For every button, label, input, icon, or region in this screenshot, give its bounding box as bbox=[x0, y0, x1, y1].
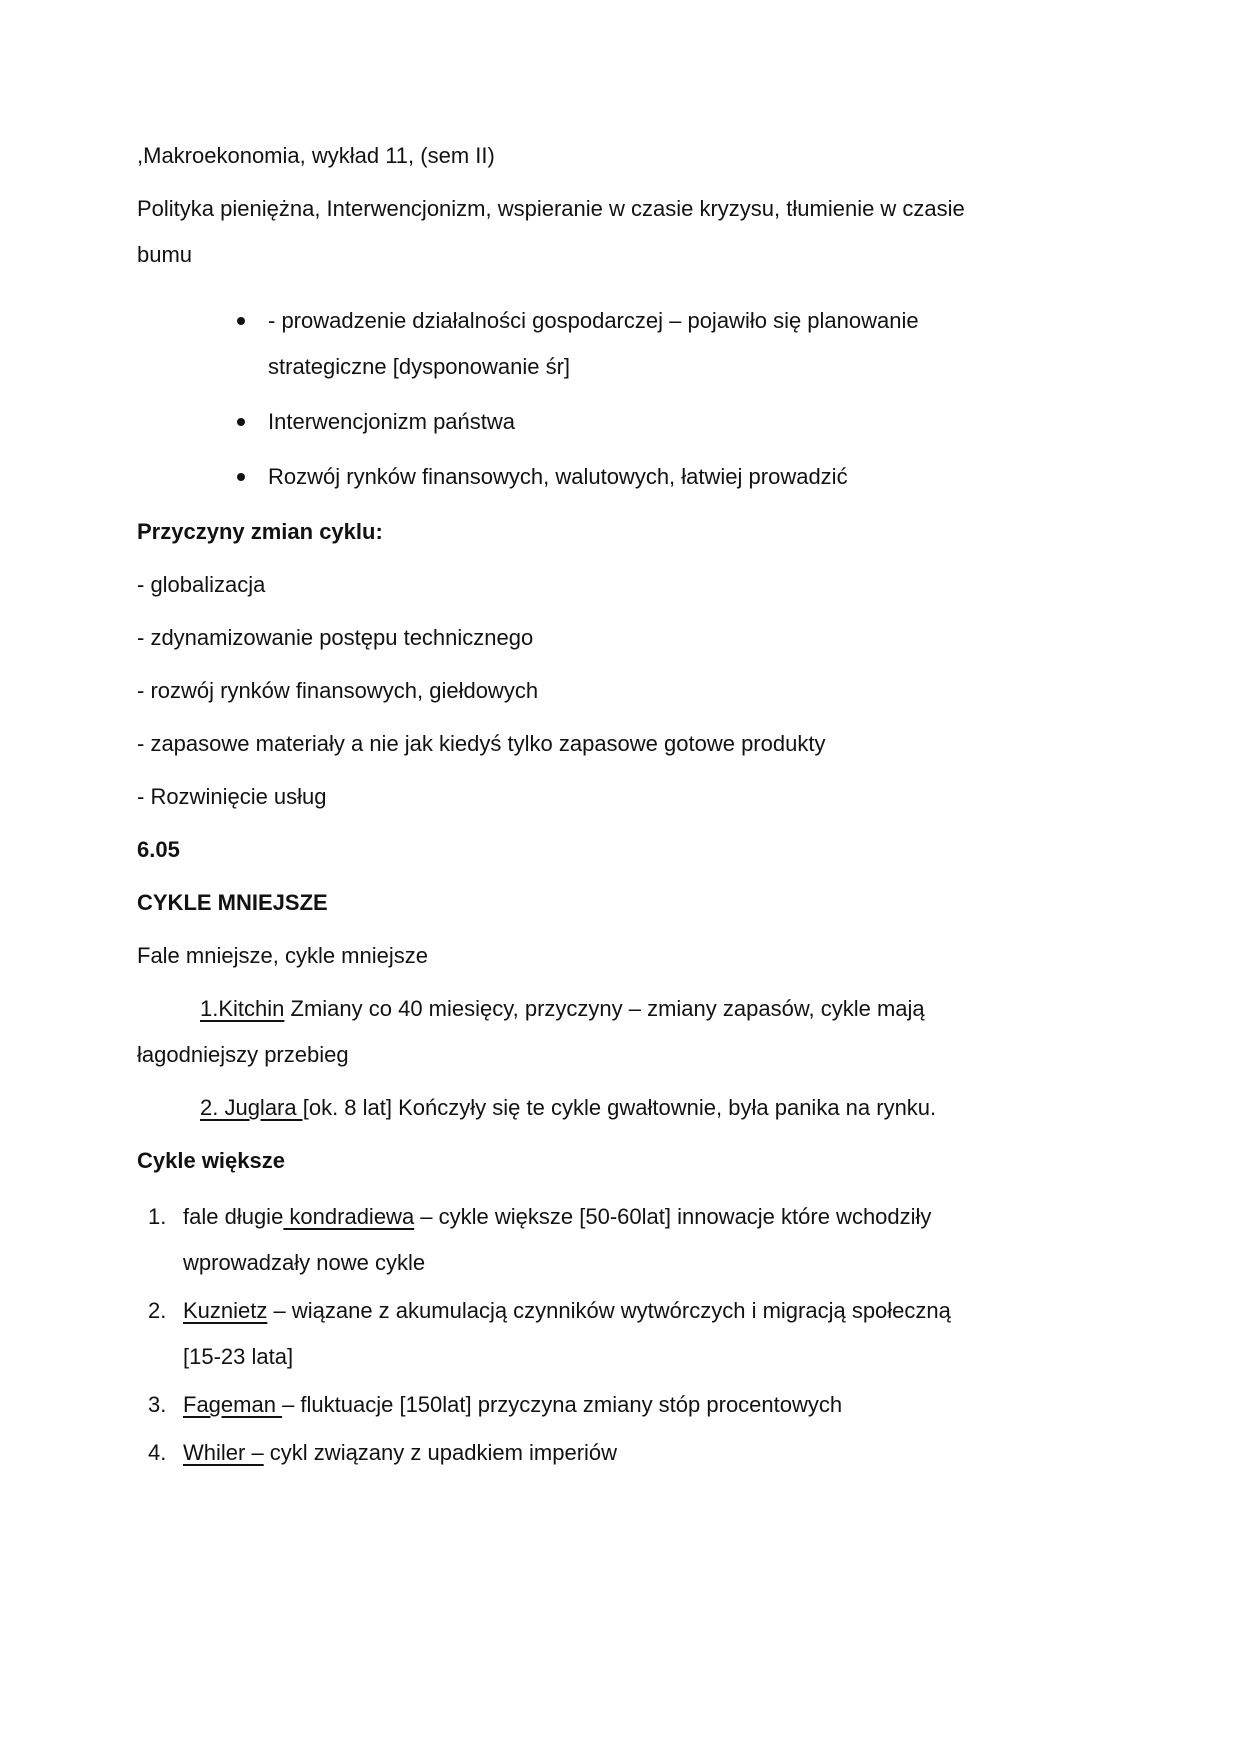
item2-rest: – wiązane z akumulacją czynników wytwórczych i migracją społeczną bbox=[267, 1298, 951, 1323]
numbered-text bbox=[183, 1204, 931, 1275]
cause-item: - Rozwinięcie usług bbox=[137, 784, 327, 809]
intro-line2: bumu bbox=[137, 242, 193, 267]
bullet-item-planning bbox=[137, 298, 1110, 390]
juglar-term: 2. Juglara [ bbox=[200, 1095, 309, 1120]
numbered-text bbox=[183, 1298, 951, 1369]
intro-paragraph bbox=[137, 186, 1110, 278]
bullet-icon bbox=[237, 317, 245, 325]
numbered-text bbox=[183, 1440, 617, 1465]
causes-heading: Przyczyny zmian cyklu: bbox=[137, 519, 383, 544]
bullet-text bbox=[268, 308, 919, 379]
cause-item: - zdynamizowanie postępu technicznego bbox=[137, 625, 534, 650]
cause-item: - rozwój rynków finansowych, giełdowych bbox=[137, 678, 539, 703]
kitchin-line2: łagodniejszy przebieg bbox=[137, 1042, 349, 1067]
item3-rest: – fluktuacje [150lat] przyczyna zmiany stóp procentowych bbox=[282, 1392, 843, 1417]
item1-rest: – cykle większe [50-60lat] innowacje które wchodziły bbox=[414, 1204, 932, 1229]
item4-rest: cykl związany z upadkiem imperiów bbox=[263, 1440, 618, 1465]
item2-term: Kuznietz bbox=[183, 1298, 268, 1323]
item4-term: Whiler – bbox=[183, 1440, 264, 1465]
bullet-icon bbox=[237, 418, 245, 426]
list-number: 4. bbox=[148, 1440, 167, 1465]
bullet-text: Rozwój rynków finansowych, walutowych, łatwiej prowadzić bbox=[268, 464, 848, 489]
kitchin-paragraph bbox=[137, 986, 1110, 1078]
cause-item: - zapasowe materiały a nie jak kiedyś tylko zapasowe gotowe produkty bbox=[137, 731, 826, 756]
kitchin-term: 1.Kitchin bbox=[200, 996, 285, 1021]
list-number: 2. bbox=[148, 1298, 167, 1323]
bullet-item-interventionism bbox=[137, 399, 1110, 445]
item1-line2: wprowadzały nowe cykle bbox=[183, 1250, 426, 1275]
list-number: 3. bbox=[148, 1392, 167, 1417]
numbered-item-whiler bbox=[137, 1430, 1110, 1476]
numbered-text bbox=[183, 1392, 842, 1417]
list-number: 1. bbox=[148, 1204, 167, 1229]
item2-line2: [15-23 lata] bbox=[183, 1344, 294, 1369]
date-label: 6.05 bbox=[137, 837, 180, 862]
cause-item: - globalizacja bbox=[137, 572, 266, 597]
numbered-list bbox=[137, 1194, 1110, 1476]
numbered-item-kondratiev bbox=[137, 1194, 1110, 1286]
item1-pre: fale długie bbox=[183, 1204, 284, 1229]
numbered-item-fageman bbox=[137, 1382, 1110, 1428]
juglar-rest: ok. 8 lat] Kończyły się te cykle gwałtownie, była panika na rynku. bbox=[308, 1095, 937, 1120]
kitchin-line1-rest: Zmiany co 40 miesięcy, przyczyny – zmiany zapasów, cykle mają bbox=[284, 996, 925, 1021]
doc-title: ,Makroekonomia, wykład 11, (sem II) bbox=[137, 143, 495, 168]
bullet-item-markets bbox=[137, 454, 1110, 500]
numbered-item-kuznets bbox=[137, 1288, 1110, 1380]
bullet-text: Interwencjonizm państwa bbox=[268, 409, 516, 434]
item3-term: Fageman bbox=[183, 1392, 283, 1417]
bullet1-line1: - prowadzenie działalności gospodarczej – pojawiło się planowanie bbox=[268, 308, 919, 333]
juglar-paragraph bbox=[137, 1085, 1110, 1131]
bullet-list bbox=[137, 298, 1110, 500]
bullet1-line2: strategiczne [dysponowanie śr] bbox=[268, 354, 571, 379]
smaller-cycles-heading: CYKLE MNIEJSZE bbox=[137, 890, 328, 915]
item1-term: kondradiewa bbox=[283, 1204, 415, 1229]
bigger-cycles-heading: Cykle większe bbox=[137, 1148, 285, 1173]
intro-line1: Polityka pieniężna, Interwencjonizm, wspieranie w czasie kryzysu, tłumienie w czasie bbox=[137, 196, 965, 221]
smaller-cycles-subtitle: Fale mniejsze, cykle mniejsze bbox=[137, 943, 428, 968]
bullet-icon bbox=[237, 473, 245, 481]
